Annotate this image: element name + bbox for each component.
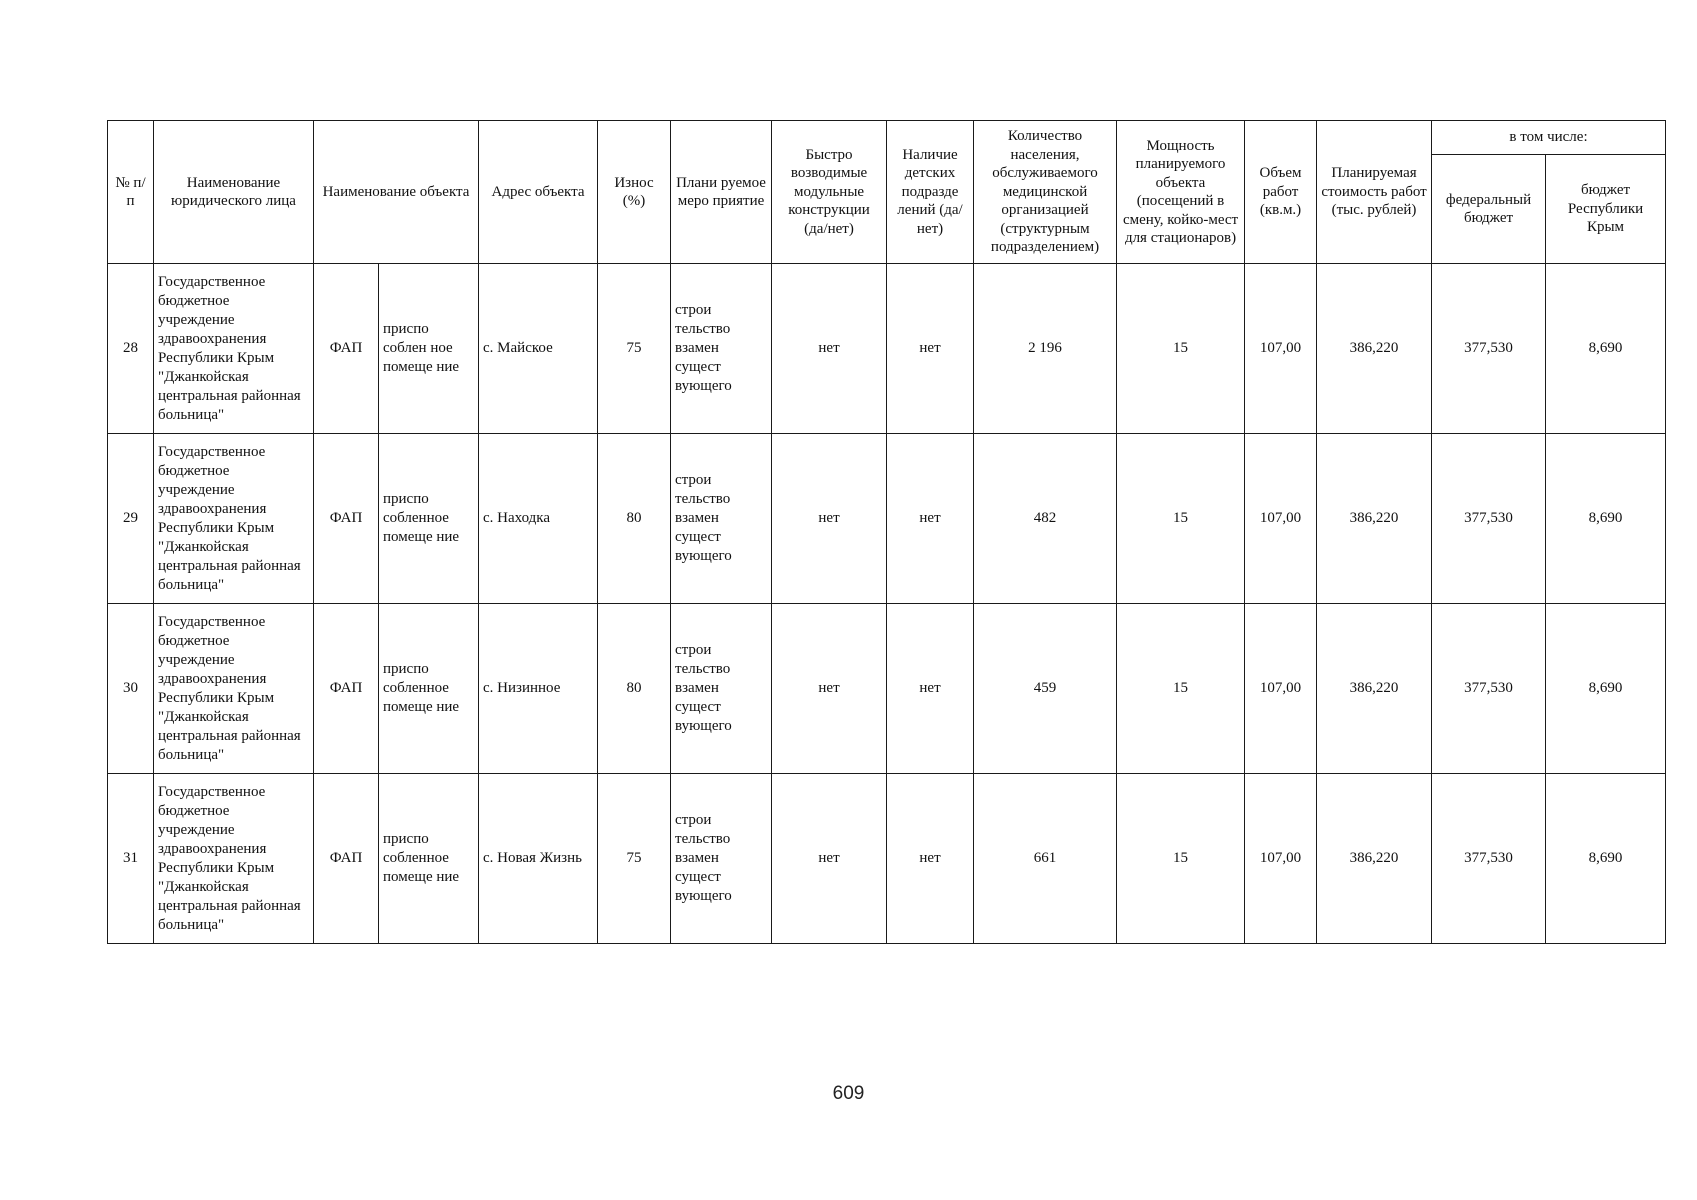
- cell-modular: нет: [772, 434, 887, 604]
- document-sheet: [107, 120, 1665, 944]
- cell-num: 29: [108, 434, 154, 604]
- cell-object-desc: приспо соблен ное помеще ние: [379, 264, 479, 434]
- header-cost: Планируемая стоимость работ (тыс. рублей): [1317, 121, 1432, 264]
- header-volume: Объем работ (кв.м.): [1245, 121, 1317, 264]
- page-number: 609: [832, 1083, 865, 1104]
- cell-num: 31: [108, 774, 154, 944]
- cell-measure: строи тельство взамен сущест вующего: [671, 774, 772, 944]
- cell-crimea: 8,690: [1546, 604, 1666, 774]
- cell-cost: 386,220: [1317, 774, 1432, 944]
- header-capacity: Мощность планируемого объекта (посещений в смену, койко-мест для стационаров): [1117, 121, 1245, 264]
- cell-children: нет: [887, 604, 974, 774]
- cell-modular: нет: [772, 264, 887, 434]
- header-planned-measure: Плани руемое меро приятие: [671, 121, 772, 264]
- cell-children: нет: [887, 434, 974, 604]
- cell-measure: строи тельство взамен сущест вующего: [671, 434, 772, 604]
- cell-capacity: 15: [1117, 264, 1245, 434]
- cell-population: 459: [974, 604, 1117, 774]
- cell-legal-name: Государственное бюджетное учреждение здравоохранения Республики Крым "Джанкойская центральная районная больница": [154, 774, 314, 944]
- cell-population: 2 196: [974, 264, 1117, 434]
- cell-object-desc: приспо собленное помеще ние: [379, 604, 479, 774]
- header-including: в том числе:: [1432, 121, 1666, 155]
- cell-address: с. Новая Жизнь: [479, 774, 598, 944]
- cell-num: 30: [108, 604, 154, 774]
- cell-capacity: 15: [1117, 604, 1245, 774]
- cell-crimea: 8,690: [1546, 774, 1666, 944]
- cell-num: 28: [108, 264, 154, 434]
- cell-cost: 386,220: [1317, 434, 1432, 604]
- cell-cost: 386,220: [1317, 264, 1432, 434]
- cell-address: с. Находка: [479, 434, 598, 604]
- cell-cost: 386,220: [1317, 604, 1432, 774]
- cell-object-desc: приспо собленное помеще ние: [379, 774, 479, 944]
- header-num: № п/п: [108, 121, 154, 264]
- cell-object-type: ФАП: [314, 434, 379, 604]
- cell-volume: 107,00: [1245, 434, 1317, 604]
- cell-crimea: 8,690: [1546, 434, 1666, 604]
- cell-capacity: 15: [1117, 434, 1245, 604]
- cell-measure: строи тельство взамен сущест вующего: [671, 604, 772, 774]
- cell-legal-name: Государственное бюджетное учреждение здравоохранения Республики Крым "Джанкойская центральная районная больница": [154, 434, 314, 604]
- table-header-row: [108, 121, 1666, 155]
- cell-legal-name: Государственное бюджетное учреждение здравоохранения Республики Крым "Джанкойская центральная районная больница": [154, 264, 314, 434]
- cell-wear: 80: [598, 604, 671, 774]
- header-address: Адрес объекта: [479, 121, 598, 264]
- cell-modular: нет: [772, 604, 887, 774]
- cell-object-type: ФАП: [314, 774, 379, 944]
- header-wear: Износ (%): [598, 121, 671, 264]
- objects-table: [107, 120, 1666, 944]
- table-row: [108, 774, 1666, 944]
- cell-wear: 80: [598, 434, 671, 604]
- cell-federal: 377,530: [1432, 434, 1546, 604]
- cell-volume: 107,00: [1245, 604, 1317, 774]
- header-legal-name: Наименование юридического лица: [154, 121, 314, 264]
- table-row: [108, 264, 1666, 434]
- header-crimea: бюджет Республики Крым: [1546, 155, 1666, 264]
- cell-wear: 75: [598, 264, 671, 434]
- cell-volume: 107,00: [1245, 774, 1317, 944]
- cell-children: нет: [887, 774, 974, 944]
- header-federal: федеральный бюджет: [1432, 155, 1546, 264]
- cell-modular: нет: [772, 774, 887, 944]
- header-children-units: Наличие детских подразде лений (да/нет): [887, 121, 974, 264]
- header-population: Количество населения, обслуживаемого медицинской организацией (структурным подразделением): [974, 121, 1117, 264]
- cell-object-desc: приспо собленное помеще ние: [379, 434, 479, 604]
- table-row: [108, 434, 1666, 604]
- cell-address: с. Майское: [479, 264, 598, 434]
- cell-crimea: 8,690: [1546, 264, 1666, 434]
- cell-object-type: ФАП: [314, 604, 379, 774]
- header-modular: Быстро возводимые модульные конструкции (да/нет): [772, 121, 887, 264]
- cell-capacity: 15: [1117, 774, 1245, 944]
- cell-federal: 377,530: [1432, 774, 1546, 944]
- cell-children: нет: [887, 264, 974, 434]
- cell-federal: 377,530: [1432, 264, 1546, 434]
- cell-federal: 377,530: [1432, 604, 1546, 774]
- cell-population: 482: [974, 434, 1117, 604]
- cell-address: с. Низинное: [479, 604, 598, 774]
- table-row: [108, 604, 1666, 774]
- cell-volume: 107,00: [1245, 264, 1317, 434]
- cell-population: 661: [974, 774, 1117, 944]
- cell-measure: строи тельство взамен сущест вующего: [671, 264, 772, 434]
- cell-object-type: ФАП: [314, 264, 379, 434]
- cell-legal-name: Государственное бюджетное учреждение здравоохранения Республики Крым "Джанкойская центральная районная больница": [154, 604, 314, 774]
- cell-wear: 75: [598, 774, 671, 944]
- header-object-name: Наименование объекта: [314, 121, 479, 264]
